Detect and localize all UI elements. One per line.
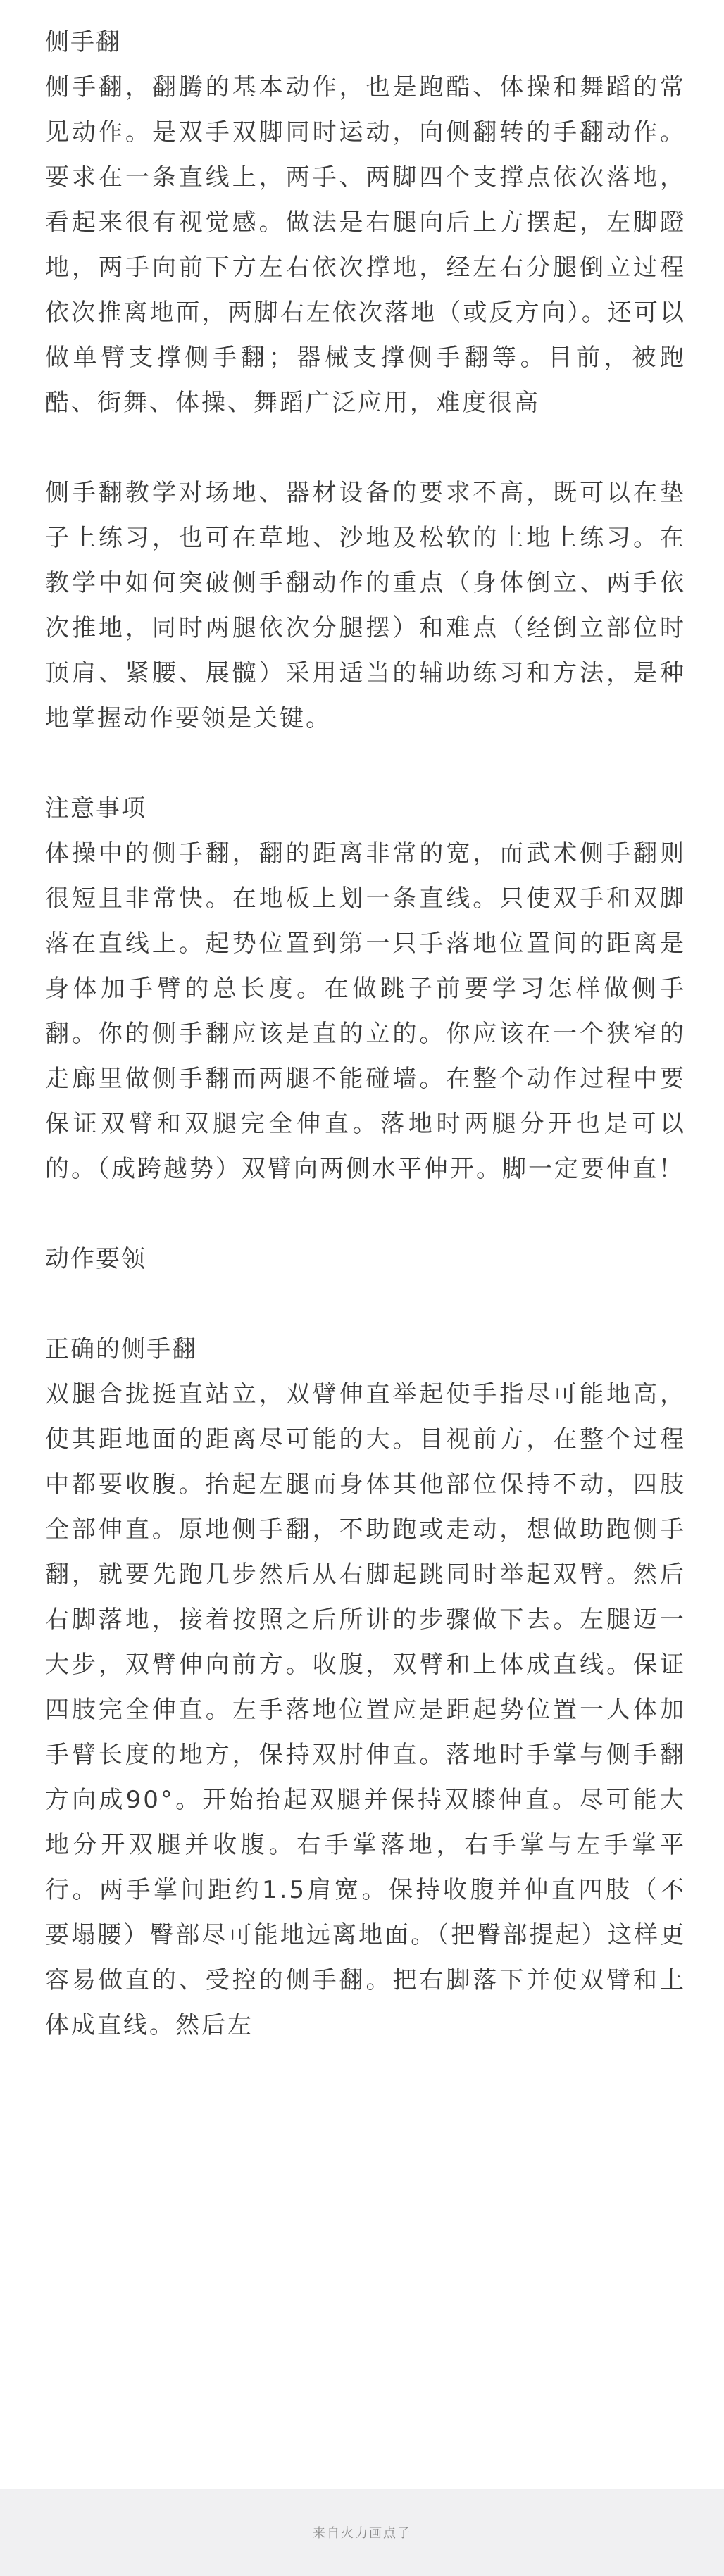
section-title-cartwheel: 侧手翻 — [45, 28, 121, 56]
paragraph-teaching: 侧手翻教学对场地、器材设备的要求不高，既可以在垫子上练习，也可在草地、沙地及松软的土地上练习。在教学中如何突破侧手翻动作的重点（身体倒立、两手依次推地，同时两腿依次分腿摆）和难点（经倒立部位时顶肩、紧腰、展髋）采用适当的辅助练习和方法，是种地掌握动作要领是关键。 — [45, 479, 686, 732]
article-body — [45, 20, 686, 2048]
footer-bar — [0, 2489, 724, 2576]
section-title-essentials: 动作要领 — [45, 1245, 146, 1273]
paragraph-spacer — [45, 425, 686, 470]
footer-source-label: 来自火力画点子 — [313, 2526, 411, 2541]
paragraph-spacer — [45, 1282, 686, 1327]
section-title-correct-cartwheel: 正确的侧手翻 — [45, 1335, 197, 1363]
section-title-notes: 注意事项 — [45, 794, 146, 823]
paragraph-spacer — [45, 1192, 686, 1237]
paragraph-intro: 侧手翻，翻腾的基本动作，也是跑酷、体操和舞蹈的常见动作。是双手双脚同时运动，向侧翻转的手翻动作。要求在一条直线上，两手、两脚四个支撑点依次落地，看起来很有视觉感。做法是右腿向后上方摆起，左脚蹬地，两手向前下方左右依次撑地，经左右分腿倒立过程依次推离地面，两脚右左依次落地（或反方向）。还可以做单臂支撑侧手翻；器械支撑侧手翻等。目前，被跑酷、街舞、体操、舞蹈广泛应用，难度很高 — [45, 73, 686, 417]
paragraph-spacer — [45, 741, 686, 786]
paragraph-correct-steps: 双腿合拢挺直站立，双臂伸直举起使手指尽可能地高，使其距地面的距离尽可能的大。目视前方，在整个过程中都要收腹。抬起左腿而身体其他部位保持不动，四肢全部伸直。原地侧手翻，不助跑或走动，想做助跑侧手翻，就要先跑几步然后从右脚起跳同时举起双臂。然后右脚落地，接着按照之后所讲的步骤做下去。左腿迈一大步，双臂伸向前方。收腹，双臂和上体成直线。保证四肢完全伸直。左手落地位置应是距起势位置一人体加手臂长度的地方，保持双肘伸直。落地时手掌与侧手翻方向成90°。开始抬起双腿并保持双膝伸直。尽可能大地分开双腿并收腹。右手掌落地，右手掌与左手掌平行。两手掌间距约1.5肩宽。保持收腹并伸直四肢（不要塌腰）臀部尽可能地远离地面。（把臀部提起）这样更容易做直的、受控的侧手翻。把右脚落下并使双臂和上体成直线。然后左 — [45, 1380, 686, 2039]
paragraph-notes: 体操中的侧手翻，翻的距离非常的宽，而武术侧手翻则很短且非常快。在地板上划一条直线。只使双手和双脚落在直线上。起势位置到第一只手落地位置间的距离是身体加手臂的总长度。在做跳子前要学习怎样做侧手翻。你的侧手翻应该是直的立的。你应该在一个狭窄的走廊里做侧手翻而两腿不能碰墙。在整个动作过程中要保证双臂和双腿完全伸直。落地时两腿分开也是可以的。（成跨越势）双臂向两侧水平伸开。脚一定要伸直！ — [45, 839, 686, 1183]
